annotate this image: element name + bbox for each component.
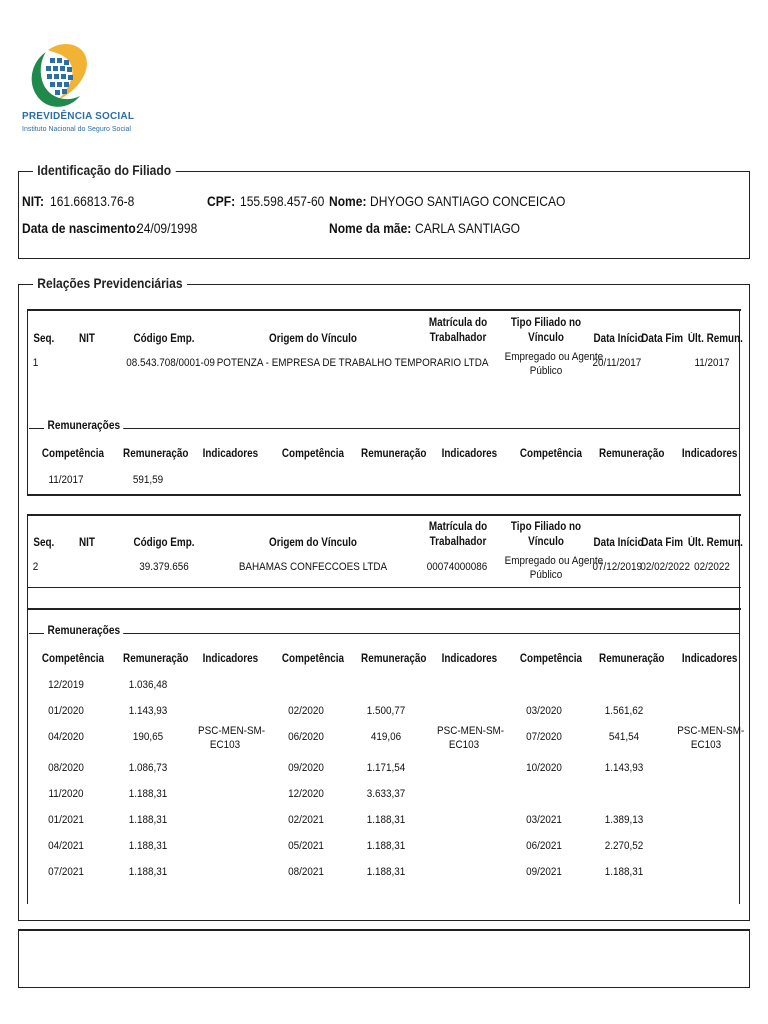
vinculo2-rem-cell: 1.188,31 xyxy=(366,866,406,878)
vinculo2-header-matricula: Matrícula do Trabalhador xyxy=(428,521,488,548)
vinculo2-top xyxy=(27,514,741,516)
vinculo2-rem-cell: 07/2020 xyxy=(526,731,562,743)
vinculo2-rem-cell: 02/2020 xyxy=(288,705,324,717)
vinculo2-rem-cell: 1.143,93 xyxy=(604,762,644,774)
vinculo2-rem-header-competencia-2: Competência xyxy=(281,653,345,665)
vinculo2-rem-cell: 1.188,31 xyxy=(128,814,168,826)
cpf-label: CPF: xyxy=(207,193,236,209)
vinculo1-rem-header-indicadores-1: Indicadores xyxy=(202,448,259,460)
vinculo2-rem-cell: 2.270,52 xyxy=(604,840,644,852)
vinculo2-header-codigo: Código Emp. xyxy=(133,537,195,549)
vinculo1-header-tipo: Tipo Filiado no Vínculo xyxy=(510,317,582,344)
vinculo2-data-inicio: 07/12/2019 xyxy=(592,561,643,573)
identificacao-title: Identificação do Filiado xyxy=(33,162,175,178)
logo-title: PREVIDÊNCIA SOCIAL xyxy=(22,111,135,122)
vinculo2-rem-cell: 08/2021 xyxy=(288,866,324,878)
vinculo2-rem-header-remuneracao-3: Remuneração xyxy=(599,653,665,665)
vinculo2-rem-cell: 09/2020 xyxy=(288,762,324,774)
vinculo2-right xyxy=(739,514,740,904)
vinculo2-rem-cell: 07/2021 xyxy=(48,866,84,878)
nascimento-value: 24/09/1998 xyxy=(137,220,198,236)
mae-value: CARLA SANTIAGO xyxy=(415,220,521,236)
vinculo2-rem-cell: 08/2020 xyxy=(48,762,84,774)
vinculo1-origem: POTENZA - EMPRESA DE TRABALHO TEMPORARIO LTDA xyxy=(216,357,489,369)
vinculo2-rem-cell: PSC-MEN-SM- EC103 xyxy=(437,725,505,751)
vinculo1-rem-header-competencia-2: Competência xyxy=(281,448,345,460)
vinculo1-rem-title: Remunerações xyxy=(44,420,124,432)
vinculo2-codigo: 39.379.656 xyxy=(139,561,189,573)
vinculo2-left xyxy=(27,514,28,904)
vinculo2-ult-remun: 02/2022 xyxy=(694,561,730,573)
vinculo2-rem-cell: 09/2021 xyxy=(526,866,562,878)
vinculo2-rem-cell: 11/2020 xyxy=(48,788,84,800)
nit-value: 161.66813.76-8 xyxy=(50,193,135,209)
vinculo2-rem-cell: 1.188,31 xyxy=(366,840,406,852)
vinculo1-rem-header-remuneracao-3: Remuneração xyxy=(599,448,665,460)
nascimento-label: Data de nascimento: xyxy=(22,220,140,236)
vinculo2-rem-cell: 10/2020 xyxy=(526,762,562,774)
vinculo1-header-seq: Seq. xyxy=(33,333,55,345)
vinculo2-rem-header-indicadores-2: Indicadores xyxy=(441,653,498,665)
vinculo2-rem-cell: 1.188,31 xyxy=(128,840,168,852)
vinculo2-rem-cell: 06/2020 xyxy=(288,731,324,743)
vinculo1-rem-line xyxy=(29,428,739,429)
vinculo2-header-tipo: Tipo Filiado no Vínculo xyxy=(510,521,582,548)
vinculo2-rem-cell: 1.143,93 xyxy=(128,705,168,717)
vinculo1-top xyxy=(27,309,741,311)
vinculo2-rem-cell: PSC-MEN-SM- EC103 xyxy=(198,725,266,751)
vinculo1-ult-remun: 11/2017 xyxy=(694,357,730,369)
vinculo2-header-origem: Origem do Vínculo xyxy=(269,537,357,549)
vinculo2-rem-cell: 12/2019 xyxy=(48,679,84,691)
vinculo1-header-data-inicio: Data Início xyxy=(593,333,644,345)
vinculo2-rem-cell: 04/2020 xyxy=(48,731,84,743)
vinculo2-rem-cell: 1.036,48 xyxy=(128,679,168,691)
logo-subtitle: Instituto Nacional do Seguro Social xyxy=(22,126,131,133)
vinculo1-header-codigo: Código Emp. xyxy=(133,333,195,345)
vinculo2-rem-cell: 1.188,31 xyxy=(604,866,644,878)
previdencia-logo-icon xyxy=(20,38,110,138)
vinculo2-rem-header-indicadores-1: Indicadores xyxy=(202,653,259,665)
nome-label: Nome: xyxy=(329,193,367,209)
footer-box xyxy=(18,929,750,988)
vinculo2-header-data-fim: Data Fim xyxy=(641,537,683,549)
vinculo2-sep2 xyxy=(27,608,741,610)
identificacao-section xyxy=(18,171,750,259)
vinculo1-rem-header-competencia-1: Competência xyxy=(41,448,105,460)
vinculo1-rem-cell: 591,59 xyxy=(132,474,164,486)
vinculo2-rem-header-indicadores-3: Indicadores xyxy=(681,653,738,665)
vinculo2-rem-cell: 05/2021 xyxy=(288,840,324,852)
vinculo2-seq: 2 xyxy=(32,561,39,573)
vinculo2-rem-cell: 1.188,31 xyxy=(128,866,168,878)
vinculo2-rem-cell: 04/2021 xyxy=(48,840,84,852)
vinculo1-header-data-fim: Data Fim xyxy=(641,333,683,345)
vinculo2-rem-cell: 1.500,77 xyxy=(366,705,406,717)
vinculo2-rem-cell: 1.086,73 xyxy=(128,762,168,774)
vinculo2-rem-cell: 3.633,37 xyxy=(366,788,406,800)
vinculo2-rem-cell: 1.389,13 xyxy=(604,814,644,826)
vinculo2-rem-cell: 01/2021 xyxy=(48,814,84,826)
vinculo2-rem-header-competencia-1: Competência xyxy=(41,653,105,665)
vinculo2-rem-header-remuneracao-1: Remuneração xyxy=(123,653,189,665)
vinculo1-rem-header-remuneracao-2: Remuneração xyxy=(361,448,427,460)
vinculo1-rem-header-indicadores-2: Indicadores xyxy=(441,448,498,460)
vinculo2-rem-cell: 419,06 xyxy=(370,731,402,743)
vinculo2-rem-cell: PSC-MEN-SM- EC103 xyxy=(677,725,745,751)
vinculo2-tipo: Empregado ou Agente Público xyxy=(504,555,604,581)
vinculo2-rem-cell: 03/2021 xyxy=(526,814,562,826)
vinculo2-header-nit: NIT xyxy=(79,537,95,549)
vinculo2-rem-header-competencia-3: Competência xyxy=(519,653,583,665)
vinculo1-header-ult-remun: Últ. Remun. xyxy=(687,333,743,345)
vinculo1-seq: 1 xyxy=(32,357,39,369)
vinculo2-rem-cell: 01/2020 xyxy=(48,705,84,717)
vinculo2-rem-cell: 12/2020 xyxy=(288,788,324,800)
vinculo1-header-matricula: Matrícula do Trabalhador xyxy=(428,317,488,344)
relacoes-title: Relações Previdenciárias xyxy=(33,275,187,291)
vinculo1-codigo: 08.543.708/0001-09 xyxy=(126,357,215,369)
vinculo1-left xyxy=(27,309,28,496)
nit-label: NIT: xyxy=(22,193,45,209)
vinculo2-header-ult-remun: Últ. Remun. xyxy=(687,537,743,549)
vinculo2-rem-cell: 02/2021 xyxy=(288,814,324,826)
vinculo2-rem-cell: 1.561,62 xyxy=(604,705,644,717)
vinculo2-sep1 xyxy=(27,587,741,588)
cpf-value: 155.598.457-60 xyxy=(240,193,325,209)
vinculo1-bottom xyxy=(27,494,741,496)
vinculo1-header-origem: Origem do Vínculo xyxy=(269,333,357,345)
vinculo2-header-data-inicio: Data Início xyxy=(593,537,644,549)
vinculo2-rem-cell: 1.188,31 xyxy=(128,788,168,800)
vinculo2-rem-line xyxy=(29,633,739,634)
vinculo2-origem: BAHAMAS CONFECCOES LTDA xyxy=(238,561,388,573)
vinculo1-rem-header-indicadores-3: Indicadores xyxy=(681,448,738,460)
vinculo2-header-seq: Seq. xyxy=(33,537,55,549)
vinculo2-matricula: 00074000086 xyxy=(426,561,488,573)
vinculo1-data-inicio: 20/11/2017 xyxy=(592,357,642,369)
vinculo1-rem-cell: 11/2017 xyxy=(48,474,84,486)
vinculo2-rem-cell: 03/2020 xyxy=(526,705,562,717)
vinculo2-rem-header-remuneracao-2: Remuneração xyxy=(361,653,427,665)
vinculo2-rem-cell: 541,54 xyxy=(608,731,640,743)
vinculo2-rem-cell: 190,65 xyxy=(132,731,164,743)
vinculo2-rem-cell: 06/2021 xyxy=(526,840,562,852)
vinculo1-rem-header-remuneracao-1: Remuneração xyxy=(123,448,189,460)
vinculo2-rem-cell: 1.188,31 xyxy=(366,814,406,826)
mae-label: Nome da mãe: xyxy=(329,220,412,236)
nome-value: DHYOGO SANTIAGO CONCEICAO xyxy=(370,193,566,209)
vinculo1-rem-header-competencia-3: Competência xyxy=(519,448,583,460)
vinculo1-header-nit: NIT xyxy=(79,333,95,345)
vinculo2-rem-title: Remunerações xyxy=(44,625,124,637)
vinculo2-data-fim: 02/02/2022 xyxy=(640,561,690,573)
vinculo2-rem-cell: 1.171,54 xyxy=(366,762,406,774)
vinculo1-tipo: Empregado ou Agente Público xyxy=(504,351,604,377)
